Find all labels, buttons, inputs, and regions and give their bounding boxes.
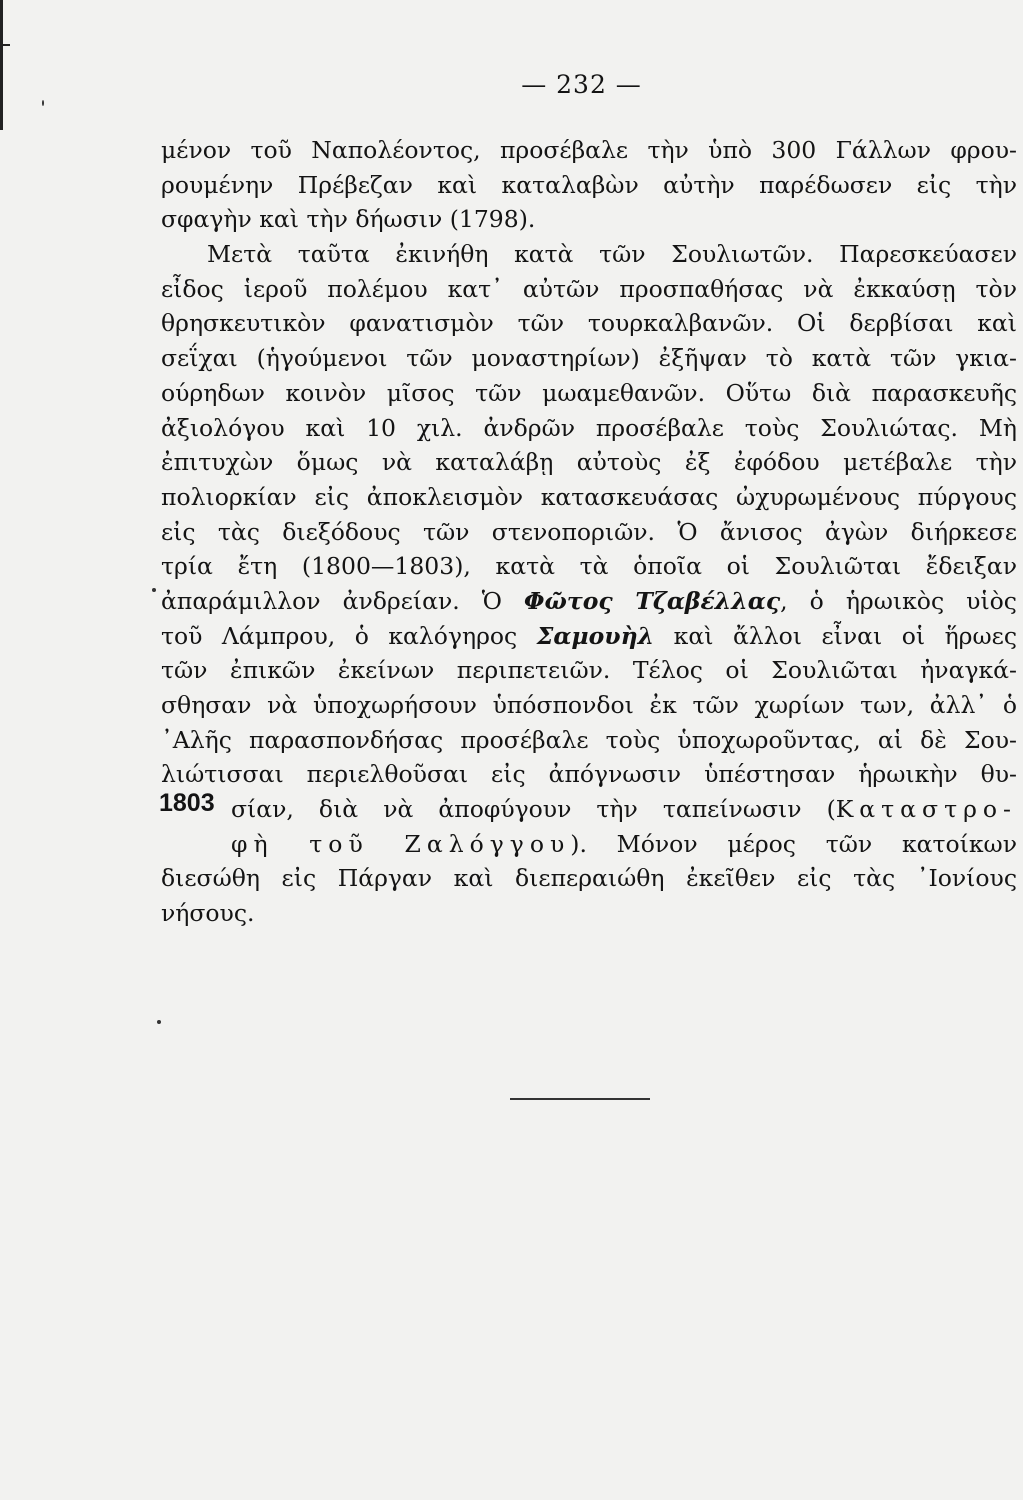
horizontal-rule — [510, 1098, 650, 1100]
text-line: πολιορκίαν εἰς ἀποκλεισμὸν κατασκευάσας ὠχυρωμένους πύργους — [161, 482, 1017, 511]
text-line: εἶδος ἱεροῦ πολέμου κατ᾽ αὐτῶν προσπαθήσας νὰ ἐκκαύσῃ τὸν — [161, 274, 1017, 303]
text-line: εἰς τὰς διεξόδους τῶν στενοποριῶν. Ὁ ἄνισος ἀγὼν διήρκεσε — [161, 517, 1017, 546]
text-line: τρία ἔτη (1800—1803), κατὰ τὰ ὁποῖα οἱ Σουλιῶται ἔδειξαν — [161, 552, 1017, 581]
text-line: μένον τοῦ Ναπολέοντος, προσέβαλε τὴν ὑπὸ 300 Γάλλων φρου- — [161, 136, 1017, 164]
body-text — [161, 133, 1017, 931]
text-line: θρησκευτικὸν φανατισμὸν τῶν τουρκαλβανῶν. Οἱ δερβίσαι καὶ — [161, 309, 1017, 338]
text-line: νήσους. — [161, 899, 255, 928]
text-line: ἀξιολόγου καὶ 10 χιλ. ἀνδρῶν προσέβαλε τοὺς Σουλιώτας. Μὴ — [161, 413, 1017, 442]
text-line: σίαν, διὰ νὰ ἀποφύγουν τὴν ταπείνωσιν (Καταστρο- — [231, 795, 1017, 824]
text-line: διεσώθη εἰς Πάργαν καὶ διεπεραιώθη ἐκεῖθεν εἰς τὰς ᾽Ιονίους — [161, 864, 1017, 893]
text-line: ἐπιτυχὼν ὅμως νὰ καταλάβῃ αὐτοὺς ἐξ ἐφόδου μετέβαλε τὴν — [161, 448, 1017, 477]
spaced-title-part1: Καταστρο- — [835, 795, 1017, 824]
text-line: ρουμένην Πρέβεζαν καὶ καταλαβὼν αὐτὴν παρέδωσεν εἰς τὴν — [161, 170, 1017, 199]
name-samouil: Σαμουὴλ — [536, 621, 655, 650]
text-line: σεΐχαι (ἡγούμενοι τῶν μοναστηρίων) ἐξῆψαν τὸ κατὰ τῶν γκια- — [161, 344, 1017, 373]
ink-speck — [152, 588, 156, 592]
text-line: λιώτισσαι περιελθοῦσαι εἰς ἀπόγνωσιν ὑπέστησαν ἡρωικὴν θυ- — [161, 760, 1017, 789]
text-line: σθησαν νὰ ὑποχωρήσουν ὑπόσπονδοι ἐκ τῶν χωρίων των, ἀλλ᾽ ὁ — [161, 691, 1017, 719]
text-line: ούρηδων κοινὸν μῖσος τῶν μωαμεθανῶν. Οὕτω διὰ παρασκευῆς — [161, 378, 1017, 407]
name-photos-tzavellas: Φῶτος Τζαβέλλας — [524, 586, 781, 615]
ink-speck — [157, 1020, 161, 1024]
text-line: ἀπαράμιλλον ἀνδρείαν. Ὁ Φῶτος Τζαβέλλας, ὁ ἡρωικὸς υἱὸς — [161, 586, 1017, 615]
ink-speck — [42, 100, 44, 106]
spaced-title-part2: φὴ τοῦ Ζαλόγγου — [231, 829, 571, 858]
text-line: σφαγὴν καὶ τὴν δήωσιν (1798). — [161, 205, 536, 234]
text-line: τοῦ Λάμπρου, ὁ καλόγηρος Σαμουὴλ καὶ ἄλλοι εἶναι οἱ ἥρωες — [161, 621, 1017, 650]
paragraph-first-line: Μετὰ ταῦτα ἐκινήθη κατὰ τῶν Σουλιωτῶν. Παρεσκεύασεν — [207, 240, 1017, 269]
text-line: φὴ τοῦ Ζαλόγγου). Μόνον μέρος τῶν κατοίκων — [231, 829, 1017, 858]
text-line: τῶν ἐπικῶν ἐκείνων περιπετειῶν. Τέλος οἱ Σουλιῶται ἠναγκά- — [161, 656, 1017, 685]
text-line: ᾽Αλῆς παρασπονδήσας προσέβαλε τοὺς ὑποχωροῦντας, αἱ δὲ Σου- — [161, 725, 1017, 754]
page-number: — 232 — — [521, 70, 642, 99]
margin-year-note: 1803 — [159, 789, 215, 817]
page-edge-mark — [0, 0, 3, 130]
page-edge-tick — [0, 44, 10, 46]
